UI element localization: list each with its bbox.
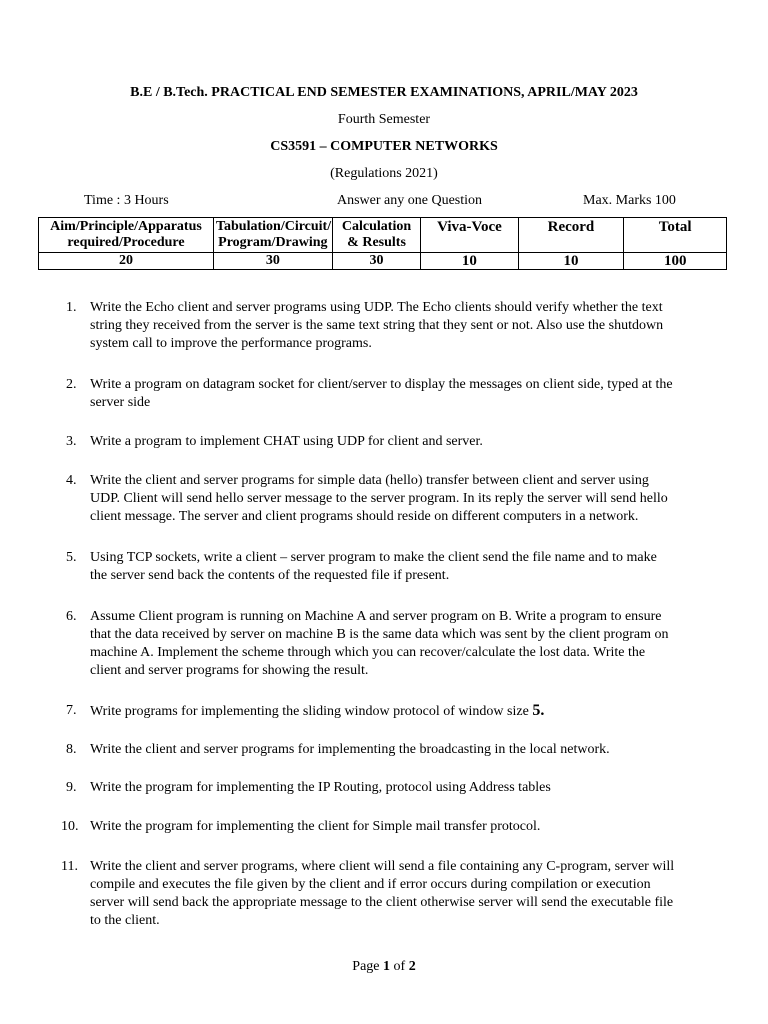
- exam-title: B.E / B.Tech. PRACTICAL END SEMESTER EXAMINATIONS, APRIL/MAY 2023: [130, 85, 638, 100]
- question-number: 2.: [66, 377, 77, 392]
- header-cell-tabulation: [213, 218, 332, 253]
- question-number: 7.: [66, 703, 77, 718]
- question-line: Write the program for implementing the IP Routing, protocol using Address tables: [90, 780, 551, 795]
- question-text: [90, 608, 722, 680]
- max-marks: Max. Marks 100: [583, 193, 676, 208]
- question-text: [90, 549, 722, 585]
- question-text: [90, 818, 722, 836]
- question-line: Using TCP sockets, write a client – server program to make the client send the file name and to make: [90, 550, 657, 565]
- header-cell-viva-voce: [421, 218, 518, 253]
- header-cell-line: Aim/Principle/Apparatus: [50, 219, 202, 234]
- header-cell-total: [624, 218, 727, 253]
- question-text: [90, 858, 722, 930]
- question-line: string they received from the server is the same text string that they sent or not. Also use the shutdown: [90, 318, 664, 333]
- question-line: to the client.: [90, 913, 160, 928]
- question-line: Write a program on datagram socket for client/server to display the messages on client side, typed at the: [90, 377, 673, 392]
- header-cell-calculation: [332, 218, 421, 253]
- question-line: machine A. Implement the scheme through which you can recover/calculate the lost data. Write the: [90, 645, 646, 660]
- table-header-row: [39, 218, 727, 253]
- question-line: Write the client and server programs for simple data (hello) transfer between client and server using: [90, 473, 649, 488]
- header-cell-record: [518, 218, 624, 253]
- page-label: Page: [352, 959, 384, 974]
- course-title: CS3591 – COMPUTER NETWORKS: [270, 139, 498, 154]
- value-cell-record: 10: [518, 253, 624, 270]
- page-of-label: of: [390, 959, 409, 974]
- table-values-row: [39, 253, 727, 270]
- question-line: the server send back the contents of the requested file if present.: [90, 568, 450, 583]
- window-size-emphasis: 5.: [532, 702, 545, 719]
- question-number: 4.: [66, 473, 77, 488]
- semester-label: Fourth Semester: [337, 112, 431, 127]
- exam-instruction: Answer any one Question: [337, 193, 483, 208]
- question-number: 10.: [61, 819, 79, 834]
- question-line: client and server programs for showing the result.: [90, 663, 369, 678]
- value-cell-tabulation: 30: [213, 253, 332, 270]
- question-line: Write the client and server programs, where client will send a file containing any C-program, server will: [90, 859, 675, 874]
- question-text: [90, 433, 722, 451]
- question-line: Write a program to implement CHAT using UDP for client and server.: [90, 434, 483, 449]
- header-cell-aim: [39, 218, 214, 253]
- question-number: 1.: [66, 300, 77, 315]
- question-line: UDP. Client will send hello server message to the server program. In its reply the server will send hello: [90, 491, 668, 506]
- current-page-number: 1: [383, 959, 391, 974]
- question-text: [90, 702, 722, 721]
- question-line: server side: [90, 395, 151, 410]
- value-cell-aim: 20: [39, 253, 214, 270]
- value-cell-calculation: 30: [332, 253, 421, 270]
- question-number: 6.: [66, 609, 77, 624]
- question-text: [90, 779, 722, 797]
- question-number: 9.: [66, 780, 77, 795]
- header-cell-line: Viva-Voce: [437, 219, 502, 235]
- exam-duration: Time : 3 Hours: [84, 193, 169, 208]
- question-line: Write the program for implementing the client for Simple mail transfer protocol.: [90, 819, 541, 834]
- question-line: Write programs for implementing the sliding window protocol of window size: [90, 704, 529, 719]
- question-line: Assume Client program is running on Machine A and server program on B. Write a program to ensure: [90, 609, 662, 624]
- question-text: [90, 472, 722, 526]
- question-line: server will send back the appropriate message to the client otherwise server will send the executable file: [90, 895, 674, 910]
- question-text: [90, 741, 722, 759]
- question-text: [90, 376, 722, 412]
- value-cell-viva-voce: 10: [421, 253, 518, 270]
- question-number: 11.: [61, 859, 78, 874]
- question-line: system call to improve the performance programs.: [90, 336, 372, 351]
- question-line: client message. The server and client programs should reside on different computers in a network.: [90, 509, 639, 524]
- regulations-label: (Regulations 2021): [330, 166, 438, 181]
- header-cell-line: Tabulation/Circuit/: [215, 219, 332, 234]
- header-cell-line: Record: [547, 219, 595, 235]
- question-number: 8.: [66, 742, 77, 757]
- question-text: [90, 299, 722, 353]
- header-cell-line: Total: [658, 219, 692, 235]
- marks-distribution-table: [38, 217, 727, 270]
- question-number: 5.: [66, 550, 77, 565]
- question-line: that the data received by server on machine B is the same data which was sent by the client program on: [90, 627, 669, 642]
- header-cell-line: & Results: [347, 235, 406, 250]
- header-cell-line: Program/Drawing: [218, 235, 328, 250]
- header-cell-line: required/Procedure: [67, 235, 185, 250]
- question-number: 3.: [66, 434, 77, 449]
- total-pages-number: 2: [408, 959, 416, 974]
- question-line: Write the Echo client and server programs using UDP. The Echo clients should verify whether the text: [90, 300, 663, 315]
- question-line: Write the client and server programs for implementing the broadcasting in the local network.: [90, 742, 610, 757]
- value-cell-total: 100: [624, 253, 727, 270]
- question-line: compile and executes the file given by the client and if error occurs during compilation or execution: [90, 877, 651, 892]
- page-footer: [0, 959, 768, 975]
- header-cell-line: Calculation: [341, 219, 412, 234]
